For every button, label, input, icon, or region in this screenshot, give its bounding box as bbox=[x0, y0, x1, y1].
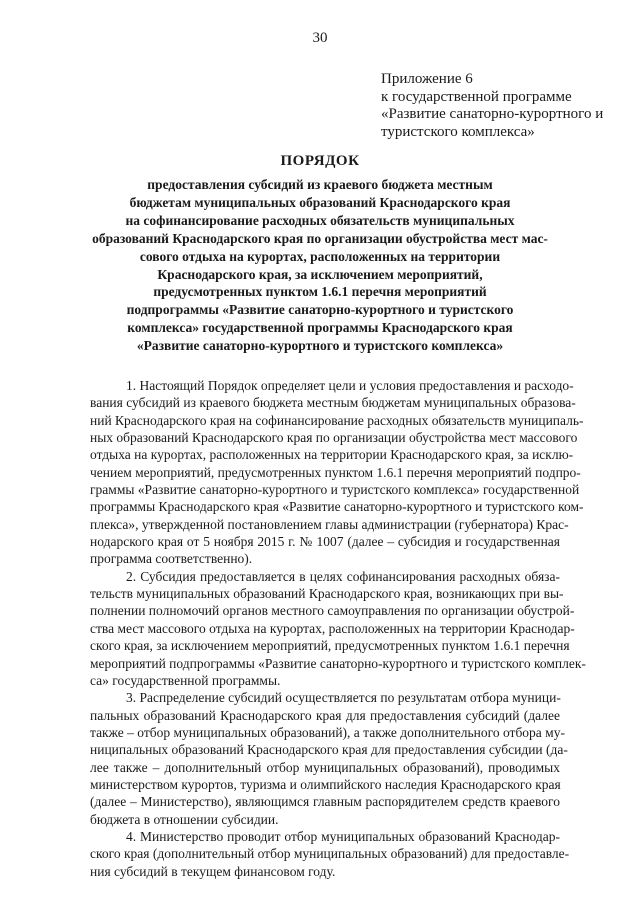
subtitle-line: сового отдыха на курортах, расположенных на территории bbox=[139, 248, 501, 264]
paragraph-4 bbox=[90, 828, 570, 880]
text-line: 4. Министерство проводит отбор муниципальных образований Краснодар- bbox=[126, 828, 560, 844]
subtitle-line: «Развитие санаторно-курортного и туристского комплекса» bbox=[136, 338, 504, 354]
text-line: вания субсидий из краевого бюджета местным бюджетам муниципальных образова- bbox=[90, 395, 576, 411]
appendix-line: туристского комплекса» bbox=[381, 123, 535, 140]
text-line: (далее – Министерство), являющимся главным распорядителем средств краевого bbox=[90, 794, 560, 810]
text-line: министерством курортов, туризма и олимпийского наследия Краснодарского края bbox=[90, 776, 561, 792]
text-line: граммы «Развитие санаторно-курортного и туристского комплекса» государственной bbox=[90, 482, 580, 498]
appendix-header bbox=[381, 71, 631, 141]
text-line: чением мероприятий, предусмотренных пунктом 1.6.1 перечня мероприятий подпро- bbox=[90, 464, 581, 480]
text-line: тельств муниципальных образований Краснодарского края, возникающих при вы- bbox=[90, 586, 564, 602]
subtitle-line: комплекса» государственной программы Краснодарского края bbox=[127, 320, 513, 336]
subtitle-line: Краснодарского края, за исключением мероприятий, bbox=[157, 266, 483, 282]
text-line: мероприятий подпрограммы «Развитие санаторно-курортного и туристского комплек- bbox=[90, 655, 586, 671]
subtitle-line: подпрограммы «Развитие санаторно-курортного и туристского bbox=[126, 302, 514, 318]
text-line: 3. Распределение субсидий осуществляется по результатам отбора муници- bbox=[126, 690, 561, 706]
text-line: также – отбор муниципальных образований), а также дополнительного отбора му- bbox=[90, 724, 565, 740]
paragraph-2 bbox=[90, 568, 586, 689]
appendix-line: «Развитие санаторно-курортного и bbox=[381, 106, 604, 122]
text-line: пальных образований Краснодарского края для предоставления субсидий (далее bbox=[90, 707, 560, 723]
document-subtitle bbox=[60, 176, 580, 355]
text-line: программа соответственно). bbox=[90, 551, 253, 567]
text-line: ний Краснодарского края на софинансирование расходных обязательств муниципаль- bbox=[90, 412, 584, 428]
page-number: 30 bbox=[312, 30, 328, 46]
subtitle-line: образований Краснодарского края по организации обустройства мест мас- bbox=[92, 230, 548, 246]
text-line: 2. Субсидия предоставляется в целях софинансирования расходных обяза- bbox=[126, 568, 560, 584]
paragraph-1 bbox=[90, 377, 584, 568]
text-line: плекса», утвержденной постановлением главы администрации (губернатора) Крас- bbox=[90, 516, 569, 532]
subtitle-line: бюджетам муниципальных образований Краснодарского края bbox=[129, 194, 511, 210]
text-line: ния субсидий в текущем финансовом году. bbox=[90, 863, 336, 879]
text-line: ства мест массового отдыха на курортах, расположенных на территории Краснодар- bbox=[90, 620, 575, 636]
text-line: ниципальных образований Краснодарского края для предоставления субсидии (да- bbox=[90, 742, 568, 758]
subtitle-line: предусмотренных пунктом 1.6.1 перечня мероприятий bbox=[153, 284, 487, 300]
text-line: нодарского края от 5 ноября 2015 г. № 1007 (далее – субсидия и государственная bbox=[90, 534, 560, 550]
text-line: бюджета в отношении субсидии. bbox=[90, 811, 279, 827]
text-line: ского края, за исключением мероприятий, предусмотренных пунктом 1.6.1 перечня bbox=[90, 638, 570, 654]
text-line: ского края (дополнительный отбор муниципальных образований) для предоставле- bbox=[90, 846, 570, 862]
appendix-line: к государственной программе bbox=[381, 88, 572, 105]
document-title: ПОРЯДОК bbox=[280, 153, 360, 169]
text-line: лее также – дополнительный отбор муниципальных образований), проводимых bbox=[90, 759, 560, 775]
text-line: программы Краснодарского края «Развитие санаторно-курортного и туристского ком- bbox=[90, 499, 584, 515]
subtitle-line: на софинансирование расходных обязательств муниципальных bbox=[125, 212, 515, 228]
subtitle-line: предоставления субсидий из краевого бюджета местным bbox=[147, 177, 493, 192]
text-line: полнении полномочий органов местного самоуправления по организации обустрой- bbox=[90, 603, 575, 619]
text-line: отдыха на курортах, расположенных на территории Краснодарского края, за исклю- bbox=[90, 447, 574, 463]
text-line: 1. Настоящий Порядок определяет цели и условия предоставления и расходо- bbox=[126, 378, 574, 393]
document-body bbox=[90, 377, 586, 880]
appendix-line: Приложение 6 bbox=[381, 71, 473, 87]
paragraph-3 bbox=[90, 689, 568, 828]
text-line: са» государственной программы. bbox=[90, 672, 281, 688]
text-line: ных образований Краснодарского края по организации обустройства мест массового bbox=[90, 430, 578, 446]
